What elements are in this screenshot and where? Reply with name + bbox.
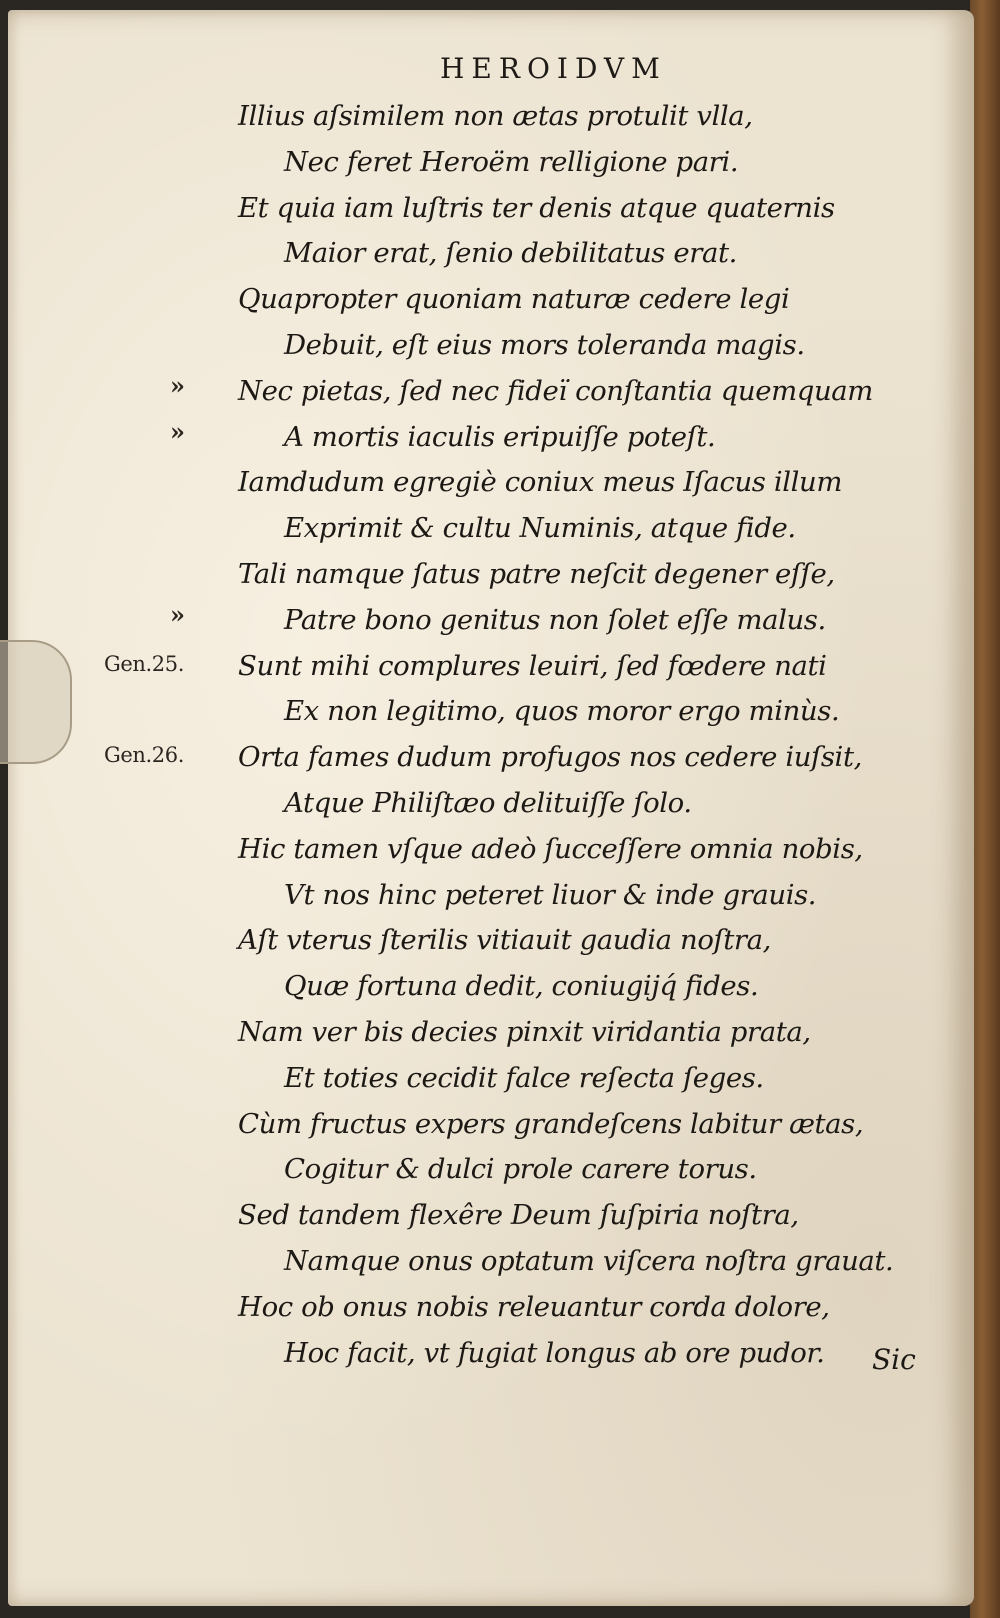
verse-text: Nam ver bis decies pinxit viridantia prata, [238, 1015, 811, 1048]
running-head: HEROIDVM [440, 52, 667, 85]
verse-text: Sed tandem flexêre Deum ſuſpiria noſtra, [238, 1199, 799, 1232]
verse-line [0, 138, 940, 184]
verse-line [0, 367, 940, 413]
verse-column [0, 92, 940, 1374]
margin-citation: Gen.25. [104, 651, 185, 676]
verse-line [0, 229, 940, 275]
verse-text: Hic tamen vſque adeò ſucceſſere omnia nobis, [238, 832, 863, 865]
verse-line [0, 1008, 940, 1054]
verse-line [0, 458, 940, 504]
catchword: Sic [872, 1343, 916, 1376]
verse-text: Cogitur & dulci prole carere torus. [284, 1153, 757, 1186]
verse-text: Cùm fructus expers grandeſcens labitur ætas, [238, 1107, 864, 1140]
verse-line [0, 596, 940, 642]
verse-line [0, 1329, 940, 1375]
verse-text: Illius aſsimilem non ætas protulit vlla, [238, 100, 753, 132]
verse-text: A mortis iaculis eripuiſſe poteſt. [284, 420, 716, 453]
verse-text: Nec pietas, ſed nec fideï conſtantia quemquam [238, 374, 873, 407]
verse-line [0, 92, 940, 138]
verse-text: Et quia iam luſtris ter denis atque quaternis [238, 191, 835, 224]
verse-line [0, 825, 940, 871]
verse-line [0, 275, 940, 321]
book-binding-edge [970, 0, 1000, 1618]
verse-text: Nec feret Heroëm relligione pari. [284, 145, 739, 178]
verse-line [0, 321, 940, 367]
verse-text: Hoc ob onus nobis releuantur corda dolore, [238, 1290, 830, 1323]
verse-line [0, 1191, 940, 1237]
verse-line [0, 1283, 940, 1329]
verse-line [0, 413, 940, 459]
verse-text: Sunt mihi complures leuiri, ſed fœdere nati [238, 649, 827, 682]
verse-text: Vt nos hinc peteret liuor & inde grauis. [284, 878, 817, 911]
verse-line [0, 1145, 940, 1191]
verse-line [0, 962, 940, 1008]
verse-text: Tali namque ſatus patre neſcit degener eſſe, [238, 557, 835, 590]
verse-line [0, 550, 940, 596]
verse-text: Et toties cecidit falce reſecta ſeges. [284, 1061, 764, 1094]
verse-text: Quæ fortuna dedit, coniugijq́ fides. [284, 970, 759, 1003]
verse-text: Aſt vterus ſterilis vitiauit gaudia noſtra, [238, 924, 771, 957]
verse-line [0, 1054, 940, 1100]
sententia-marker: » [170, 599, 185, 629]
verse-text: Exprimit & cultu Numinis, atque fide. [284, 512, 796, 545]
verse-line [0, 871, 940, 917]
verse-text: Ex non legitimo, quos moror ergo minùs. [284, 695, 840, 728]
sententia-marker: » [170, 416, 185, 446]
margin-citation: Gen.26. [104, 743, 185, 768]
verse-text: Atque Philiſtæo delituiſſe ſolo. [284, 786, 692, 819]
verse-text: Debuit, eſt eius mors toleranda magis. [284, 328, 805, 361]
verse-line [0, 504, 940, 550]
verse-line [0, 184, 940, 230]
verse-line [0, 916, 940, 962]
sententia-marker: » [170, 370, 185, 400]
verse-line [0, 1100, 940, 1146]
verse-text: Patre bono genitus non ſolet eſſe malus. [284, 603, 826, 636]
verse-line [0, 733, 940, 779]
verse-text: Quapropter quoniam naturæ cedere legi [238, 283, 790, 316]
verse-text: Namque onus optatum viſcera noſtra grauat. [284, 1244, 894, 1277]
verse-line [0, 1237, 940, 1283]
verse-text: Iamdudum egregiè coniux meus Iſacus illum [238, 466, 843, 499]
verse-text: Orta fames dudum profugos nos cedere iuſsit, [238, 741, 862, 774]
verse-text: Hoc facit, vt fugiat longus ab ore pudor. [284, 1336, 825, 1369]
verse-line [0, 687, 940, 733]
verse-text: Maior erat, ſenio debilitatus erat. [284, 237, 737, 270]
verse-line [0, 642, 940, 688]
verse-line [0, 779, 940, 825]
